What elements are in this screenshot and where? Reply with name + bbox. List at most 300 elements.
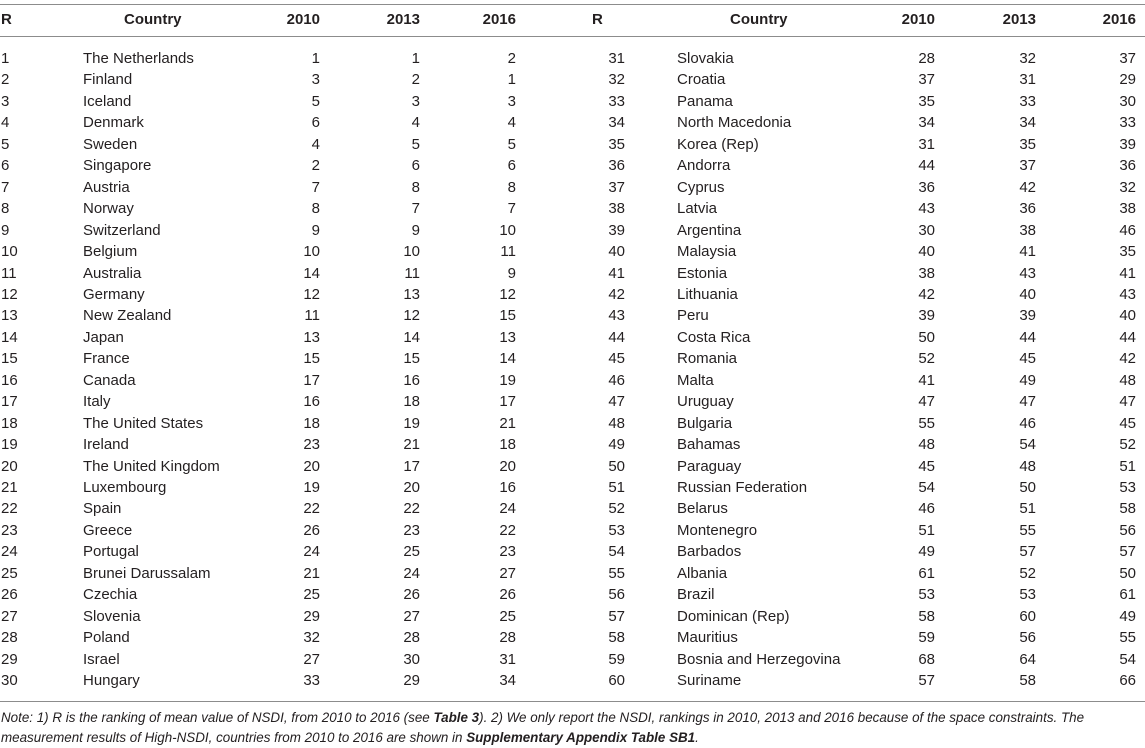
value-2010-right: 31 [918, 135, 935, 153]
rank-right: 52 [608, 500, 625, 518]
country-left: Portugal [83, 543, 139, 561]
rank-right: 36 [608, 157, 625, 175]
value-2013-left: 11 [404, 264, 420, 282]
rank-right: 44 [608, 328, 625, 346]
rank-right: 33 [608, 92, 625, 110]
rank-left: 18 [1, 414, 18, 432]
value-2016-right: 61 [1119, 586, 1136, 604]
value-2016-right: 43 [1119, 285, 1136, 303]
value-2010-left: 25 [303, 586, 320, 604]
rank-left: 1 [1, 50, 10, 67]
value-2016-left: 4 [507, 114, 516, 132]
value-2016-left: 1 [507, 71, 516, 89]
value-2010-right: 39 [918, 307, 935, 325]
value-2016-right: 29 [1119, 71, 1136, 89]
value-2013-left: 17 [403, 457, 420, 475]
rank-left: 14 [1, 328, 18, 346]
value-2016-right: 50 [1119, 564, 1136, 582]
value-2010-right: 45 [918, 457, 935, 475]
table-row [0, 155, 1145, 177]
value-2013-right: 36 [1019, 200, 1036, 218]
value-2013-right: 52 [1019, 564, 1036, 582]
value-2016-right: 42 [1119, 350, 1136, 368]
table-row [0, 198, 1145, 220]
value-2016-left: 21 [499, 414, 516, 432]
rank-left: 29 [1, 650, 18, 668]
value-2016-right: 37 [1119, 50, 1136, 67]
value-2013-left: 16 [403, 371, 420, 389]
value-2016-left: 6 [507, 157, 516, 175]
country-right: North Macedonia [677, 114, 792, 132]
value-2010-right: 58 [918, 607, 935, 625]
value-2016-right: 47 [1119, 393, 1136, 411]
value-2010-right: 49 [918, 543, 935, 561]
rank-right: 59 [608, 650, 625, 668]
note-appendix-ref: Supplementary Appendix Table SB1 [466, 730, 696, 745]
header-2016: 2016 [482, 11, 516, 28]
rank-left: 25 [1, 564, 18, 582]
rank-right: 41 [608, 264, 625, 282]
value-2010-left: 2 [311, 157, 320, 175]
value-2016-left: 19 [499, 371, 516, 389]
table-row [0, 177, 1145, 199]
value-2013-right: 48 [1019, 457, 1036, 475]
value-2010-right: 41 [918, 371, 935, 389]
value-2016-left: 31 [499, 650, 516, 668]
value-2010-right: 42 [918, 285, 935, 303]
value-2016-left: 7 [507, 200, 516, 218]
value-2016-left: 25 [499, 607, 516, 625]
country-right: Malaysia [677, 243, 737, 261]
rank-right: 50 [608, 457, 625, 475]
table-row [0, 606, 1145, 628]
country-right: Korea (Rep) [677, 135, 759, 153]
note-text-1: Note: 1) R is the ranking of mean value of NSDI, from 2010 to 2016 (see [1, 710, 434, 725]
table-row [0, 91, 1145, 113]
value-2013-right: 41 [1019, 243, 1036, 261]
table-row [0, 498, 1145, 520]
country-left: Luxembourg [83, 479, 167, 496]
value-2010-right: 35 [918, 92, 935, 110]
country-right: Brazil [677, 586, 715, 604]
rank-right: 39 [608, 221, 625, 239]
value-2016-right: 40 [1119, 307, 1136, 325]
country-left: France [83, 350, 130, 368]
country-left: The United Kingdom [83, 457, 220, 475]
value-2016-left: 5 [507, 135, 516, 153]
country-left: Greece [83, 521, 133, 539]
country-left: Canada [83, 371, 136, 389]
value-2013-right: 60 [1019, 607, 1036, 625]
value-2013-left: 10 [403, 243, 420, 261]
country-right: Andorra [677, 157, 731, 175]
table-header-row [0, 6, 1145, 28]
rank-left: 30 [1, 672, 18, 690]
value-2013-left: 5 [411, 135, 420, 153]
value-2013-right: 49 [1019, 371, 1036, 389]
value-2013-left: 23 [403, 521, 420, 539]
value-2010-right: 34 [918, 114, 935, 132]
table-row [0, 112, 1145, 134]
value-2013-right: 55 [1019, 521, 1036, 539]
value-2013-left: 18 [403, 393, 420, 411]
value-2013-left: 29 [403, 672, 420, 690]
value-2010-right: 51 [918, 521, 935, 539]
value-2013-right: 64 [1019, 650, 1036, 668]
country-left: Switzerland [83, 221, 161, 239]
value-2010-left: 13 [303, 328, 320, 346]
value-2013-right: 42 [1019, 178, 1036, 196]
value-2016-right: 55 [1119, 629, 1136, 647]
country-right: Costa Rica [677, 328, 751, 346]
country-left: Brunei Darussalam [83, 564, 211, 582]
rank-right: 55 [608, 564, 625, 582]
rank-right: 49 [608, 436, 625, 454]
value-2013-left: 8 [411, 178, 420, 196]
table-row [0, 305, 1145, 327]
table-row [0, 69, 1145, 91]
country-left: Ireland [83, 436, 129, 454]
rank-left: 4 [1, 114, 10, 132]
rank-right: 35 [608, 135, 625, 153]
value-2016-right: 56 [1119, 521, 1136, 539]
value-2010-left: 19 [303, 479, 320, 496]
value-2016-right: 46 [1119, 221, 1136, 239]
table-header-rule [0, 36, 1145, 37]
country-left: Norway [83, 200, 134, 218]
country-right: Estonia [677, 264, 728, 282]
value-2016-right: 44 [1119, 328, 1136, 346]
header-2010-right: 2010 [901, 11, 935, 28]
rank-left: 26 [1, 586, 18, 604]
value-2013-right: 31 [1019, 71, 1036, 89]
value-2013-left: 7 [411, 200, 420, 218]
value-2013-right: 33 [1019, 92, 1036, 110]
value-2016-right: 52 [1119, 436, 1136, 454]
value-2013-left: 14 [403, 328, 420, 346]
rank-left: 8 [1, 200, 10, 218]
country-left: Slovenia [83, 607, 141, 625]
value-2010-right: 40 [918, 243, 935, 261]
value-2016-right: 30 [1119, 92, 1136, 110]
value-2016-left: 18 [499, 436, 516, 454]
table-row [0, 520, 1145, 542]
country-right: Panama [677, 92, 733, 110]
value-2013-right: 44 [1019, 328, 1036, 346]
value-2010-left: 21 [303, 564, 320, 582]
value-2010-left: 9 [311, 221, 320, 239]
value-2010-right: 57 [918, 672, 935, 690]
value-2016-left: 3 [507, 92, 516, 110]
table-row [0, 327, 1145, 349]
rank-right: 48 [608, 414, 625, 432]
value-2013-right: 40 [1019, 285, 1036, 303]
country-left: Australia [83, 264, 142, 282]
country-right: Cyprus [677, 178, 725, 196]
table-row [0, 649, 1145, 671]
country-right: Paraguay [677, 457, 742, 475]
value-2010-right: 43 [918, 200, 935, 218]
rank-left: 19 [1, 436, 18, 454]
header-2013: 2013 [386, 11, 420, 28]
value-2016-left: 10 [499, 221, 516, 239]
value-2010-left: 14 [303, 264, 320, 282]
country-right: Dominican (Rep) [677, 607, 790, 625]
rank-left: 28 [1, 629, 18, 647]
value-2010-right: 36 [918, 178, 935, 196]
header-2016-right: 2016 [1102, 11, 1136, 28]
value-2010-right: 30 [918, 221, 935, 239]
value-2013-right: 53 [1019, 586, 1036, 604]
value-2010-left: 29 [303, 607, 320, 625]
rank-right: 45 [608, 350, 625, 368]
value-2013-left: 13 [403, 285, 420, 303]
value-2016-left: 2 [507, 50, 516, 67]
value-2013-left: 3 [411, 92, 420, 110]
value-2016-right: 45 [1119, 414, 1136, 432]
value-2013-left: 22 [403, 500, 420, 518]
rank-right: 38 [608, 200, 625, 218]
value-2010-left: 5 [311, 92, 320, 110]
rank-left: 17 [1, 393, 18, 411]
country-left: Japan [83, 328, 124, 346]
table-row [0, 563, 1145, 585]
table-row [0, 348, 1145, 370]
header-rank-right: R [592, 11, 603, 28]
rank-left: 13 [1, 307, 18, 325]
value-2010-right: 44 [918, 157, 935, 175]
country-right: Montenegro [677, 521, 758, 539]
value-2010-left: 17 [303, 371, 320, 389]
value-2013-right: 51 [1019, 500, 1036, 518]
value-2016-left: 8 [507, 178, 516, 196]
value-2013-right: 37 [1019, 157, 1036, 175]
country-left: Poland [83, 629, 130, 647]
country-left: Denmark [83, 114, 144, 132]
value-2010-left: 26 [303, 521, 320, 539]
header-rank: R [1, 11, 12, 28]
value-2010-right: 38 [918, 264, 935, 282]
value-2016-right: 41 [1119, 264, 1136, 282]
table-row [0, 220, 1145, 242]
table-note [1, 708, 1141, 748]
value-2016-left: 22 [499, 521, 516, 539]
country-right: Barbados [677, 543, 742, 561]
value-2016-right: 35 [1119, 243, 1136, 261]
table-row [0, 391, 1145, 413]
value-2013-right: 56 [1019, 629, 1036, 647]
value-2013-left: 2 [411, 71, 420, 89]
country-right: Argentina [677, 221, 742, 239]
value-2013-left: 6 [411, 157, 420, 175]
value-2016-left: 23 [499, 543, 516, 561]
value-2016-left: 28 [499, 629, 516, 647]
value-2013-right: 54 [1019, 436, 1036, 454]
note-text-2: ). 2) We only report the NSDI, rankings in 2010, 2013 and 2016 because of the space constraints. The measurement results of High-NSDI, countries from 2010 to 2016 are shown in [1, 710, 1085, 745]
value-2016-right: 54 [1119, 650, 1136, 668]
country-right: Slovakia [677, 50, 734, 67]
country-left: New Zealand [83, 307, 172, 325]
value-2010-right: 52 [918, 350, 935, 368]
value-2010-right: 53 [918, 586, 935, 604]
value-2010-right: 68 [918, 650, 935, 668]
value-2016-right: 48 [1119, 371, 1136, 389]
value-2013-left: 27 [403, 607, 420, 625]
value-2013-right: 58 [1019, 672, 1036, 690]
table-row [0, 241, 1145, 263]
table-row [0, 263, 1145, 285]
value-2016-left: 27 [499, 564, 516, 582]
value-2016-right: 66 [1119, 672, 1136, 690]
rank-right: 51 [608, 479, 625, 496]
value-2010-right: 55 [918, 414, 935, 432]
table-row [0, 370, 1145, 392]
rank-left: 6 [1, 157, 10, 175]
rank-left: 12 [1, 285, 18, 303]
value-2016-right: 36 [1119, 157, 1136, 175]
rank-left: 5 [1, 135, 10, 153]
table-top-rule [0, 4, 1145, 5]
country-right: Romania [677, 350, 738, 368]
rank-right: 40 [608, 243, 625, 261]
country-right: Bulgaria [677, 414, 733, 432]
country-right: Belarus [677, 500, 728, 518]
value-2016-left: 26 [499, 586, 516, 604]
value-2010-left: 15 [303, 350, 320, 368]
country-left: Sweden [83, 135, 138, 153]
value-2010-left: 8 [311, 200, 320, 218]
value-2010-left: 6 [311, 114, 320, 132]
value-2013-left: 9 [411, 221, 420, 239]
value-2013-right: 43 [1019, 264, 1036, 282]
table-row [0, 284, 1145, 306]
value-2013-left: 30 [403, 650, 420, 668]
table-row [0, 541, 1145, 563]
value-2010-right: 50 [918, 328, 935, 346]
value-2016-left: 15 [499, 307, 516, 325]
value-2010-right: 46 [918, 500, 935, 518]
value-2013-left: 20 [403, 479, 420, 496]
value-2013-right: 38 [1019, 221, 1036, 239]
country-left: Germany [83, 285, 145, 303]
rank-left: 27 [1, 607, 18, 625]
value-2010-left: 1 [311, 50, 320, 67]
value-2010-left: 20 [303, 457, 320, 475]
value-2010-left: 10 [303, 243, 320, 261]
value-2016-right: 51 [1119, 457, 1136, 475]
rank-left: 16 [1, 371, 18, 389]
country-left: Spain [83, 500, 122, 518]
value-2016-right: 57 [1119, 543, 1136, 561]
rank-left: 20 [1, 457, 18, 475]
value-2010-right: 61 [918, 564, 935, 582]
rank-right: 54 [608, 543, 625, 561]
rank-left: 11 [1, 264, 17, 282]
value-2010-left: 27 [303, 650, 320, 668]
value-2013-right: 47 [1019, 393, 1036, 411]
value-2013-left: 24 [403, 564, 420, 582]
country-left: Iceland [83, 92, 132, 110]
country-right: Mauritius [677, 629, 738, 647]
rank-left: 7 [1, 178, 10, 196]
country-left: Finland [83, 71, 133, 89]
value-2013-left: 12 [403, 307, 420, 325]
country-right: Albania [677, 564, 728, 582]
rank-left: 3 [1, 92, 10, 110]
value-2016-right: 38 [1119, 200, 1136, 218]
value-2016-left: 20 [499, 457, 516, 475]
value-2013-left: 25 [403, 543, 420, 561]
value-2016-right: 53 [1119, 479, 1136, 496]
value-2010-right: 48 [918, 436, 935, 454]
rank-left: 21 [1, 479, 18, 496]
value-2016-left: 12 [499, 285, 516, 303]
country-right: Bahamas [677, 436, 741, 454]
rank-right: 60 [608, 672, 625, 690]
value-2013-right: 35 [1019, 135, 1036, 153]
value-2016-left: 13 [499, 328, 516, 346]
country-left: Belgium [83, 243, 138, 261]
value-2013-left: 15 [403, 350, 420, 368]
value-2016-right: 49 [1119, 607, 1136, 625]
country-right: Latvia [677, 200, 718, 218]
value-2016-right: 39 [1119, 135, 1136, 153]
rank-left: 10 [1, 243, 18, 261]
table-bottom-rule [0, 701, 1145, 702]
country-left: Czechia [83, 586, 138, 604]
value-2013-right: 34 [1019, 114, 1036, 132]
country-left: Hungary [83, 672, 140, 690]
value-2010-left: 24 [303, 543, 320, 561]
value-2010-left: 12 [303, 285, 320, 303]
rank-left: 24 [1, 543, 18, 561]
table-row [0, 134, 1145, 156]
value-2010-left: 3 [311, 71, 320, 89]
value-2013-right: 45 [1019, 350, 1036, 368]
value-2010-right: 28 [918, 50, 935, 67]
value-2016-left: 16 [499, 479, 516, 496]
value-2010-right: 37 [918, 71, 935, 89]
note-table-ref: Table 3 [433, 710, 480, 725]
table-row [0, 670, 1145, 692]
country-right: Croatia [677, 71, 726, 89]
country-left: Italy [83, 393, 111, 411]
header-2010: 2010 [286, 11, 320, 28]
rank-right: 56 [608, 586, 625, 604]
value-2010-left: 16 [303, 393, 320, 411]
country-right: Bosnia and Herzegovina [677, 650, 841, 668]
rank-right: 46 [608, 371, 625, 389]
header-country: Country [124, 11, 182, 28]
value-2013-left: 26 [403, 586, 420, 604]
value-2013-right: 39 [1019, 307, 1036, 325]
rank-left: 23 [1, 521, 18, 539]
table-row [0, 413, 1145, 435]
country-right: Lithuania [677, 285, 738, 303]
value-2013-left: 1 [411, 50, 420, 67]
country-right: Peru [677, 307, 709, 325]
country-left: Singapore [83, 157, 152, 175]
rank-right: 43 [608, 307, 625, 325]
rank-right: 42 [608, 285, 625, 303]
header-country-right: Country [730, 11, 788, 28]
value-2016-right: 33 [1119, 114, 1136, 132]
value-2010-left: 23 [303, 436, 320, 454]
table-row [0, 48, 1145, 70]
rank-right: 47 [608, 393, 625, 411]
rank-right: 32 [608, 71, 625, 89]
value-2013-right: 46 [1019, 414, 1036, 432]
